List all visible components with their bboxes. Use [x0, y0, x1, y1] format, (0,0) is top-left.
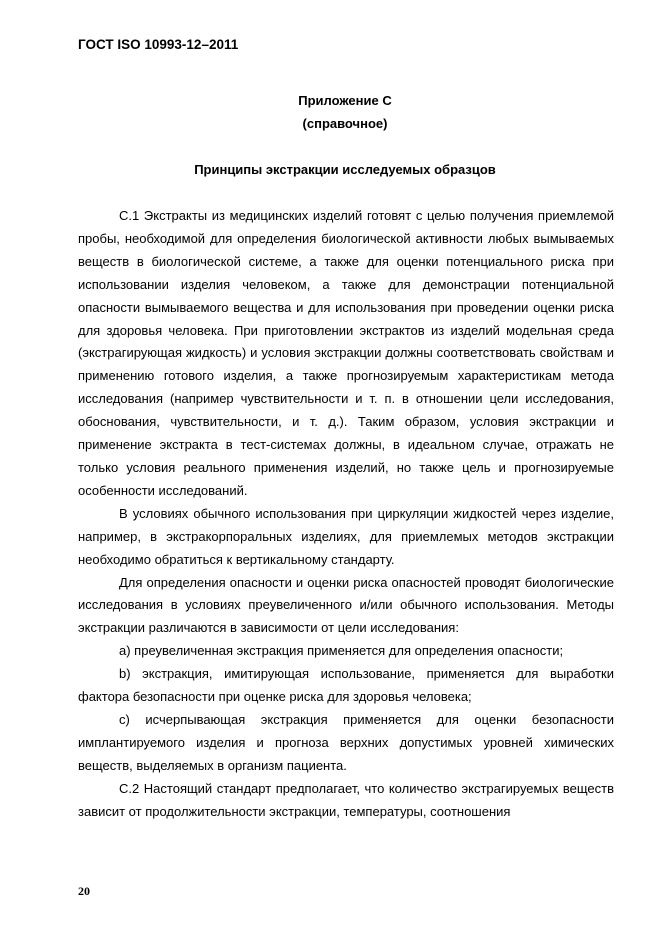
page-number: 20: [78, 884, 90, 898]
paragraph-c1: С.1 Экстракты из медицинских изделий готовят с целью получения приемлемой пробы, необходимой для определения биологической активности любых вымываемых веществ в биологической системе, а также для оценки потенциального риска при использовании изделия человеком, а также для демонстрации потенциальной опасности вымываемого вещества и для использования при проведении оценки риска для здоровья человека. При приготовлении экстрактов из изделий модельная среда (экстрагирующая жидкость) и условия экстракции должны соответствовать свойствам и применению готового изделия, а также прогнозируемым характеристикам метода исследования (например чувствительности и т. п. в отношении цели исследования, обоснования, чувствительности, и т. д.). Таким образом, условия экстракции и применение экстракта в тест-системах должны, в идеальном случае, отражать не только условия реального применения изделий, но также цель и прогнозируемые особенности исследований.: [78, 208, 614, 498]
document-header: ГОСТ ISO 10993-12–2011: [78, 37, 239, 52]
document-body: [78, 205, 614, 823]
paragraph: Для определения опасности и оценки риска опасностей проводят биологические исследования в условиях преувеличенного и/или обычного использования. Методы экстракции различаются в зависимости от цели исследования:: [78, 574, 614, 636]
paragraph-c2: С.2 Настоящий стандарт предполагает, что количество экстрагируемых веществ зависит от продолжительности экстракции, температуры, соотношения: [78, 780, 614, 819]
list-item-b: b) экстракция, имитирующая использование, применяется для выработки фактора безопасности при оценке риска для здоровья человека;: [78, 666, 614, 705]
annex-type: (справочное): [302, 116, 388, 131]
annex-title: Приложение С: [298, 93, 392, 108]
list-item-a: a) преувеличенная экстракция применяется для определения опасности;: [119, 643, 564, 659]
paragraph: В условиях обычного использования при циркуляции жидкостей через изделие, например, в экстракорпоральных изделиях, для приемлемых методов экстракции необходимо обратиться к вертикальному стандарту.: [78, 505, 614, 567]
section-heading: Принципы экстракции исследуемых образцов: [194, 162, 496, 177]
list-item-c: c) исчерпывающая экстракция применяется для оценки безопасности имплантируемого изделия и прогноза верхних допустимых уровней химических веществ, выделяемых в организм пациента.: [78, 711, 614, 773]
